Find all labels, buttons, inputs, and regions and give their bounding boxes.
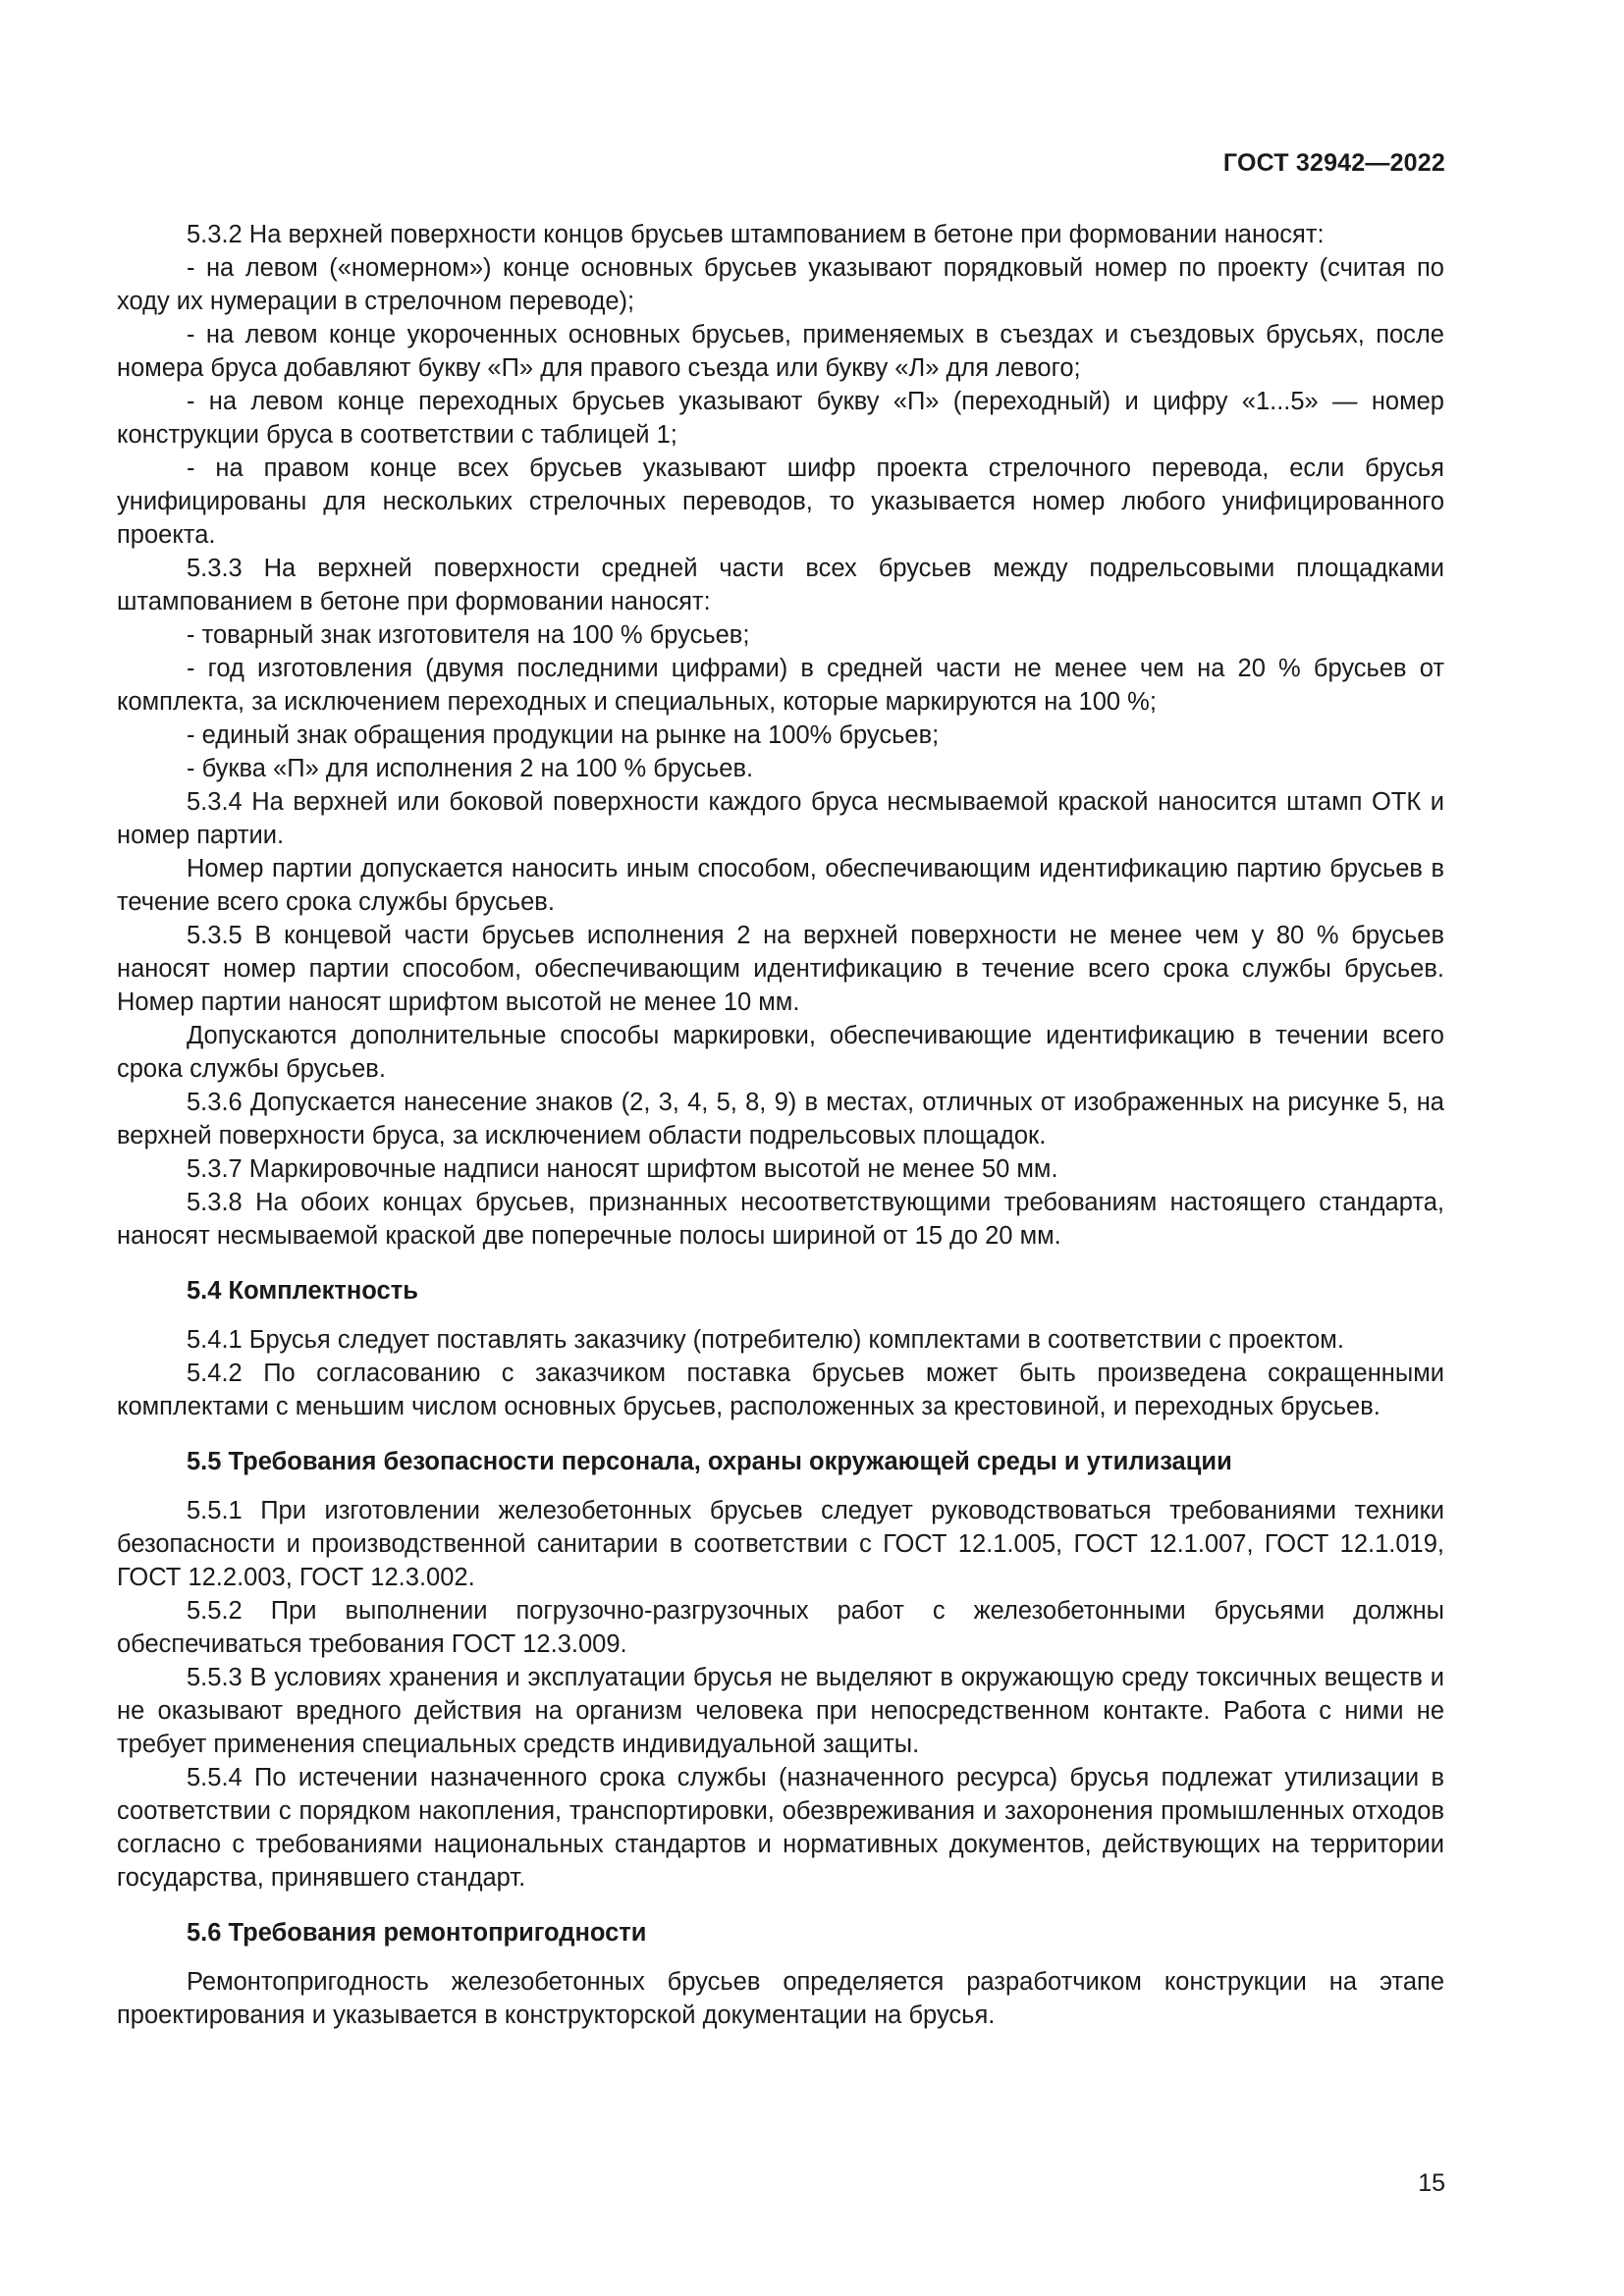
section-heading-5-6: 5.6 Требования ремонтопригодности — [187, 1919, 647, 1947]
paragraph: Допускаются дополнительные способы маркировки, обеспечивающие идентификацию в течении всего срока службы брусьев. — [117, 1022, 1444, 1083]
list-item: - буква «П» для исполнения 2 на 100 % брусьев. — [187, 755, 754, 782]
paragraph-5-3-8: 5.3.8 На обоих концах брусьев, признанных несоответствующими требованиям настоящего стандарта, наносят несмываемой краской две поперечные полосы шириной от 15 до 20 мм. — [117, 1189, 1444, 1250]
paragraph-5-3-7: 5.3.7 Маркировочные надписи наносят шрифтом высотой не менее 50 мм. — [187, 1155, 1058, 1183]
list-item: - на левом конце укороченных основных брусьев, применяемых в съездах и съездовых брусьях, после номера бруса добавляют букву «П» для правого съезда или букву «Л» для левого; — [117, 321, 1444, 382]
paragraph: Номер партии допускается наносить иным способом, обеспечивающим идентификацию партию брусьев в течение всего срока службы брусьев. — [117, 855, 1444, 916]
section-heading-5-5: 5.5 Требования безопасности персонала, охраны окружающей среды и утилизации — [187, 1448, 1232, 1475]
paragraph-5-5-2: 5.5.2 При выполнении погрузочно-разгрузочных работ с железобетонными брусьями должны обеспечиваться требования ГОСТ 12.3.009. — [117, 1597, 1444, 1658]
paragraph-5-3-2: 5.3.2 На верхней поверхности концов брусьев штампованием в бетоне при формовании наносят: — [187, 221, 1325, 248]
list-item: - на левом конце переходных брусьев указывают букву «П» (переходный) и цифру «1...5» — номер конструкции бруса в соответствии с таблицей 1; — [117, 388, 1444, 449]
list-item: - на правом конце всех брусьев указывают шифр проекта стрелочного перевода, если брусья унифицированы для нескольких стрелочных переводов, то указывается номер любого унифицированного проекта. — [117, 454, 1444, 549]
paragraph-5-6: Ремонтопригодность железобетонных брусьев определяется разработчиком конструкции на этапе проектирования и указывается в конструкторской документации на брусья. — [117, 1968, 1444, 2029]
paragraph-5-3-5: 5.3.5 В концевой части брусьев исполнения 2 на верхней поверхности не менее чем у 80 % брусьев наносят номер партии способом, обеспечивающим идентификацию в течение всего срока службы брусьев. Номер партии наносят шрифтом высотой не менее 10 мм. — [117, 922, 1444, 1016]
paragraph-5-3-6: 5.3.6 Допускается нанесение знаков (2, 3, 4, 5, 8, 9) в местах, отличных от изображенных на рисунке 5, на верхней поверхности бруса, за исключением области подрельсовых площадок. — [117, 1089, 1444, 1149]
list-item: - год изготовления (двумя последними цифрами) в средней части не менее чем на 20 % брусьев от комплекта, за исключением переходных и специальных, которые маркируются на 100 %; — [117, 655, 1444, 716]
section-heading-5-4: 5.4 Комплектность — [187, 1277, 418, 1305]
list-item: - на левом («номерном») конце основных брусьев указывают порядковый номер по проекту (считая по ходу их нумерации в стрелочном переводе); — [117, 254, 1444, 315]
paragraph-5-4-2: 5.4.2 По согласованию с заказчиком поставка брусьев может быть произведена сокращенными комплектами с меньшим числом основных брусьев, расположенных за крестовиной, и переходных брусьев. — [117, 1360, 1444, 1420]
document-code: ГОСТ 32942—2022 — [1222, 149, 1445, 177]
list-item: - товарный знак изготовителя на 100 % брусьев; — [187, 621, 750, 649]
paragraph-5-5-4: 5.5.4 По истечении назначенного срока службы (назначенного ресурса) брусья подлежат утилизации в соответствии с порядком накопления, транспортировки, обезвреживания и захоронения промышленных отходов согласно с требованиями национальных стандартов и нормативных документов, действующих на территории государства, принявшего стандарт. — [117, 1764, 1444, 1892]
paragraph-5-5-1: 5.5.1 При изготовлении железобетонных брусьев следует руководствоваться требованиями техники безопасности и производственной санитарии в соответствии с ГОСТ 12.1.005, ГОСТ 12.1.007, ГОСТ 12.1.019, ГОСТ 12.2.003, ГОСТ 12.3.002. — [117, 1497, 1444, 1591]
page-number: 15 — [1418, 2169, 1445, 2197]
paragraph-5-3-4: 5.3.4 На верхней или боковой поверхности каждого бруса несмываемой краской наносится штамп ОТК и номер партии. — [117, 788, 1444, 849]
paragraph-5-4-1: 5.4.1 Брусья следует поставлять заказчику (потребителю) комплектами в соответствии с проектом. — [187, 1326, 1344, 1354]
document-body — [117, 218, 1444, 2032]
list-item: - единый знак обращения продукции на рынке на 100% брусьев; — [187, 721, 940, 749]
paragraph-5-3-3: 5.3.3 На верхней поверхности средней части всех брусьев между подрельсовыми площадками штампованием в бетоне при формовании наносят: — [117, 555, 1444, 615]
paragraph-5-5-3: 5.5.3 В условиях хранения и эксплуатации брусья не выделяют в окружающую среду токсичных веществ и не оказывают вредного действия на организм человека при непосредственном контакте. Работа с ними не требует применения специальных средств индивидуальной защиты. — [117, 1664, 1444, 1758]
